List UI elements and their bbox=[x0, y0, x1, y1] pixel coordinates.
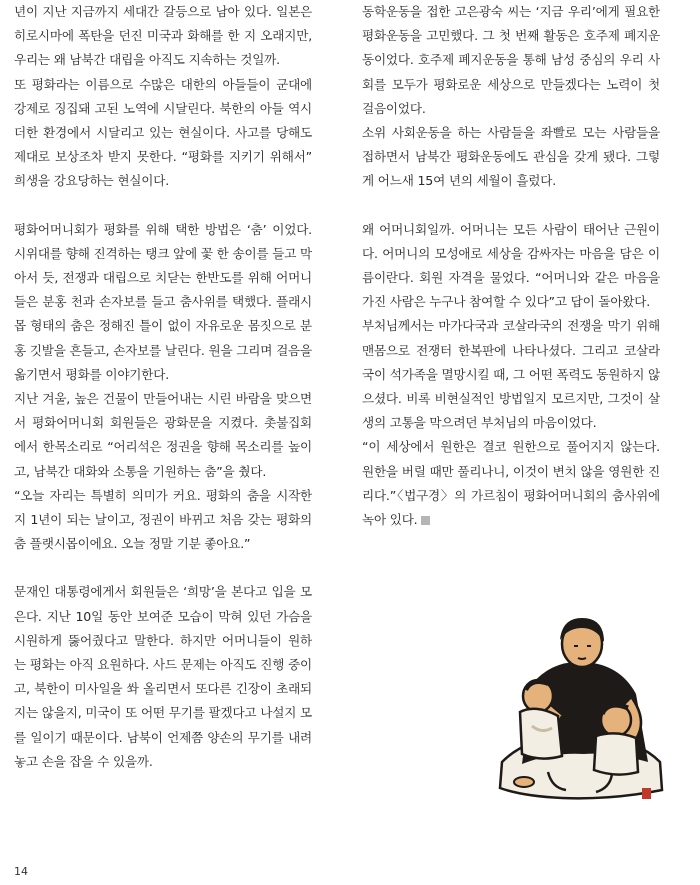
paragraph: 또 평화라는 이름으로 수많은 대한의 아들들이 군대에 강제로 징집돼 고된 노역에 시달린다. 북한의 아들 역시 더한 환경에서 시달리고 있는 현실이다. 사고를 당해도 제대로 보상조차 받지 못한다. “평화를 지키기 위해서” 희생을 강요당하는 현실이다. bbox=[14, 76, 312, 189]
paragraph: 소위 사회운동을 하는 사람들을 좌빨로 모는 사람들을 접하면서 남북간 평화운동에도 관심을 갖게 됐다. 그렇게 어느새 15여 년의 세월이 흘렀다. bbox=[362, 125, 660, 189]
page-number: 14 bbox=[14, 865, 28, 878]
paragraph: 부처님께서는 마가다국과 코살라국의 전쟁을 막기 위해 맨몸으로 전쟁터 한복판에 나타나셨다. 그리고 코살라국이 석가족을 멸망시킬 때, 그 어떤 폭력도 동원하지 않으셨다. 비록 비현실적인 방법일지 모르지만, 그것이 살생의 고통을 막으려던 부처님의 마음이었다. bbox=[362, 318, 660, 431]
paragraph: 왜 어머니회일까. 어머니는 모든 사람이 태어난 근원이다. 어머니의 모성애로 세상을 감싸자는 마음을 담은 이름이란다. 회원 자격을 물었다. “어머니와 같은 마음을 가진 사람은 누구나 참여할 수 있다”고 답이 돌아왔다. bbox=[362, 221, 660, 310]
paragraph: 년이 지난 지금까지 세대간 갈등으로 남아 있다. 일본은 히로시마에 폭탄을 던진 미국과 화해를 한 지 오래지만, 우리는 왜 남북간 대립을 아직도 지속하는 것일까. bbox=[14, 4, 312, 68]
end-mark-icon bbox=[421, 516, 430, 525]
mother-children-illustration bbox=[492, 612, 668, 808]
left-column bbox=[14, 0, 312, 774]
closing-text: “이 세상에서 원한은 결코 원한으로 풀어지지 않는다. 원한을 버릴 때만 풀리나니, 이것이 변치 않을 영원한 진리다.”〈법구경〉의 가르침이 평화어머니회의 춤사위에 녹아 있다. bbox=[362, 439, 660, 528]
paragraph: 동학운동을 접한 고은광숙 씨는 ‘지금 우리’에게 필요한 평화운동을 고민했다. 그 첫 번째 활동은 호주제 폐지운동이었다. 호주제 폐지운동을 통해 남성 중심의 우리 사회를 모두가 평화로운 세상으로 만들겠다는 노력이 첫 걸음이었다. bbox=[362, 4, 660, 116]
paragraph: 평화어머니회가 평화를 위해 택한 방법은 ‘춤’ 이었다. 시위대를 향해 진격하는 탱크 앞에 꽃 한 송이를 들고 막아서 듯, 전쟁과 대립으로 치닫는 한반도를 위해 어머니들은 분홍 천과 손자보를 들고 춤사위를 택했다. 플래시몹 형태의 춤은 정해진 틀이 없이 자유로운 몸짓으로 분홍 깃발을 흔들고, 손자보를 날린다. 원을 그리며 걸음을 옮기면서 평화를 이야기한다. bbox=[14, 221, 312, 382]
closing-paragraph bbox=[362, 435, 660, 532]
paragraph: 지난 겨울, 높은 건물이 만들어내는 시린 바람을 맞으면서 평화어머니회 회원들은 광화문을 지켰다. 촛불집회에서 한목소리로 “어리석은 정권을 향해 목소리를 높이고, 남북간 대화와 소통을 기원하는 춤”을 췄다. bbox=[14, 391, 312, 479]
paragraph: 문재인 대통령에게서 회원들은 ‘희망’을 본다고 입을 모은다. 지난 10일 동안 보여준 모습이 막혀 있던 가슴을 시원하게 뚫어줬다고 말한다. 하지만 어머니들이 원하는 평화는 아직 요원하다. 사드 문제는 아직도 진행 중이고, 북한이 미사일을 쏴 올리면서 또다른 긴장이 초래되지는 않을지, 미국이 또 어떤 무기를 팔겠다고 나설지 모를 일이기 때문이다. 남북이 언제쯤 양손의 무기를 내려놓고 손을 잡을 수 있을까. bbox=[14, 584, 312, 769]
right-column bbox=[362, 0, 660, 532]
quote-paragraph: “오늘 자리는 특별히 의미가 커요. 평화의 춤을 시작한 지 1년이 되는 날이고, 정권이 바뀌고 처음 갖는 평화의 춤 플랫시몹이에요. 오늘 정말 기분 좋아요.” bbox=[14, 487, 312, 552]
